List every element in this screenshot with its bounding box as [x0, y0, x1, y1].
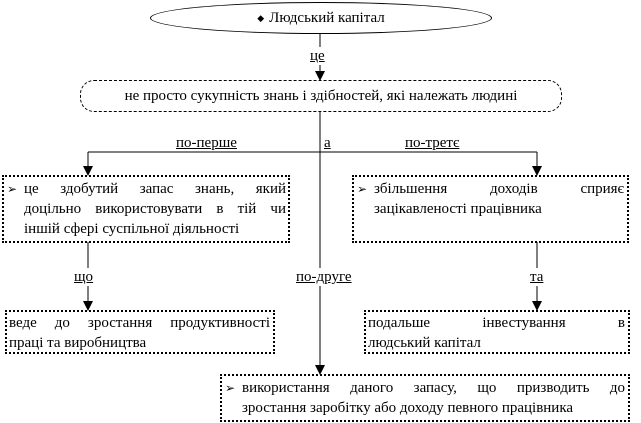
arrowhead-bullet-icon: ➢ [7, 182, 18, 196]
first-result-line-1: веде до зростання продуктивності [9, 315, 270, 331]
third-node [352, 175, 629, 243]
third-line-1: збільшення доходів сприяє [374, 181, 624, 197]
label-first: по-перше [176, 135, 237, 151]
label-third: по-третє [405, 135, 460, 151]
first-result-node [5, 310, 275, 354]
first-line-3: іншій сфері суспільної діяльності [24, 221, 240, 237]
connector-ta: та [530, 269, 544, 285]
diamond-icon: ◆ [257, 13, 265, 23]
second-line-1: використання даного запасу, що призводить до [242, 380, 625, 396]
third-result-line-2: людський капітал [368, 335, 481, 351]
root-node [150, 2, 492, 34]
third-result-line-1: подальше інвестування в [368, 315, 625, 331]
connector-ce: це [310, 48, 325, 64]
arrowhead-bullet-icon: ➢ [225, 381, 236, 395]
first-line-1: це здобутий запас знань, який [24, 181, 286, 197]
first-node [2, 175, 290, 243]
second-node [220, 374, 630, 422]
third-result-node [364, 310, 630, 354]
first-result-line-2: праці та виробництва [9, 335, 147, 351]
definition-node [80, 80, 562, 112]
root-title: Людський капітал [269, 10, 385, 26]
second-line-2: зростання заробітку або доходу певного працівника [242, 400, 574, 416]
label-a: а [324, 135, 331, 151]
arrowhead-bullet-icon: ➢ [357, 182, 368, 196]
label-second: по-друге [296, 269, 352, 285]
third-line-2: зацікавленості працівника [374, 201, 542, 217]
first-line-2: доцільно використовувати в тій чи [24, 201, 286, 217]
connector-shcho: що [74, 269, 94, 285]
definition-text: не просто сукупність знань і здібностей, які належать людині [124, 87, 518, 104]
